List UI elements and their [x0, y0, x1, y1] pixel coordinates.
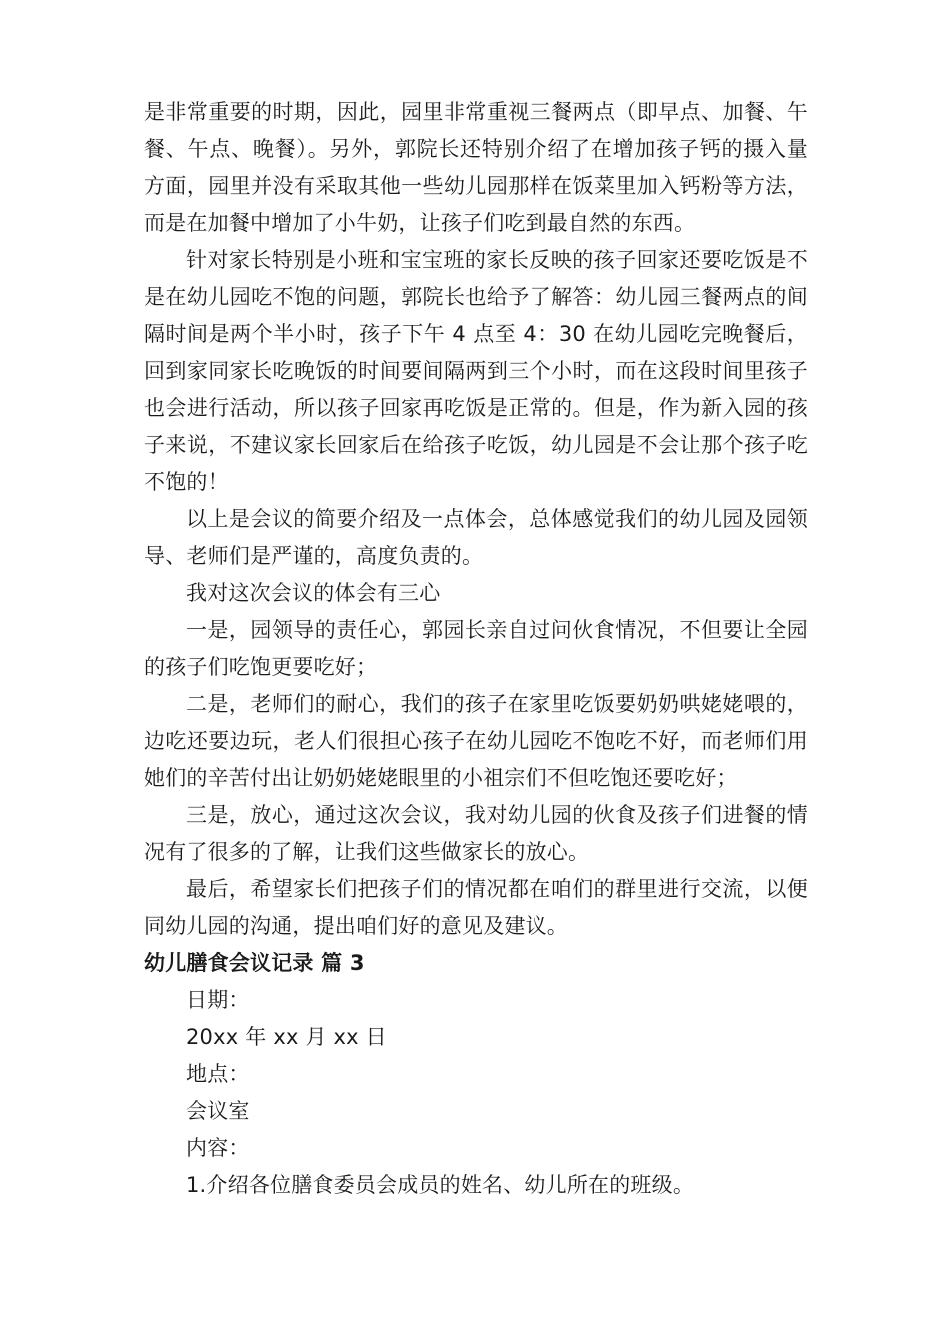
paragraph-point-three: 三是，放心，通过这次会议，我对幼儿园的伙食及孩子们进餐的情况有了很多的了解，让我们这些做家长的放心。 [144, 803, 808, 864]
paragraph-point-two: 二是，老师们的耐心，我们的孩子在家里吃饭要奶奶哄姥姥喂的，边吃还要边玩，老人们很担心孩子在幼儿园吃不饱吃不好，而老师们用她们的辛苦付出让奶奶姥姥眼里的小祖宗们不但吃饱还要吃好； [144, 692, 808, 790]
paragraph-summary: 以上是会议的简要介绍及一点体会，总体感觉我们的幼儿园及园领导、老师们是严谨的，高度负责的。 [144, 507, 808, 568]
record-date-label: 日期： [186, 988, 250, 1012]
record-date-value: 20xx 年 xx 月 xx 日 [186, 1025, 387, 1049]
document-page [144, 94, 808, 1204]
paragraph-point-one: 一是，园领导的责任心，郭园长亲自过问伙食情况，不但要让全园的孩子们吃饱更要吃好； [144, 618, 808, 679]
record-location-value: 会议室 [186, 1099, 250, 1123]
record-content-item-1: 1.介绍各位膳食委员会成员的姓名、幼儿所在的班级。 [186, 1173, 695, 1197]
paragraph-closing: 最后，希望家长们把孩子们的情况都在咱们的群里进行交流，以便同幼儿园的沟通，提出咱们好的意见及建议。 [144, 877, 808, 938]
paragraph-meal-question: 针对家长特别是小班和宝宝班的家长反映的孩子回家还要吃饭是不是在幼儿园吃不饱的问题，郭院长也给予了解答：幼儿园三餐两点的间隔时间是两个半小时，孩子下午 4 点至 4：30 在幼儿园吃完晚餐后，回到家同家长吃晚饭的时间要间隔两到三个小时，而在这段时间里孩子也会进行活动，所以孩子回家再吃饭是正常的。但是，作为新入园的孩子来说，不建议家长回家后在给孩子吃饭，幼儿园是不会让那个孩子吃不饱的！ [144, 248, 808, 494]
paragraph-three-points-intro: 我对这次会议的体会有三心 [186, 581, 441, 605]
paragraph-continuation: 是非常重要的时期，因此，园里非常重视三餐两点（即早点、加餐、午餐、午点、晚餐）。另外，郭院长还特别介绍了在增加孩子钙的摄入量方面，园里并没有采取其他一些幼儿园那样在饭菜里加入钙粉等方法，而是在加餐中增加了小牛奶，让孩子们吃到最自然的东西。 [144, 100, 808, 235]
record-content-label: 内容： [186, 1136, 250, 1160]
section-heading: 幼儿膳食会议记录 篇 3 [144, 951, 365, 975]
record-location-label: 地点： [186, 1062, 250, 1086]
